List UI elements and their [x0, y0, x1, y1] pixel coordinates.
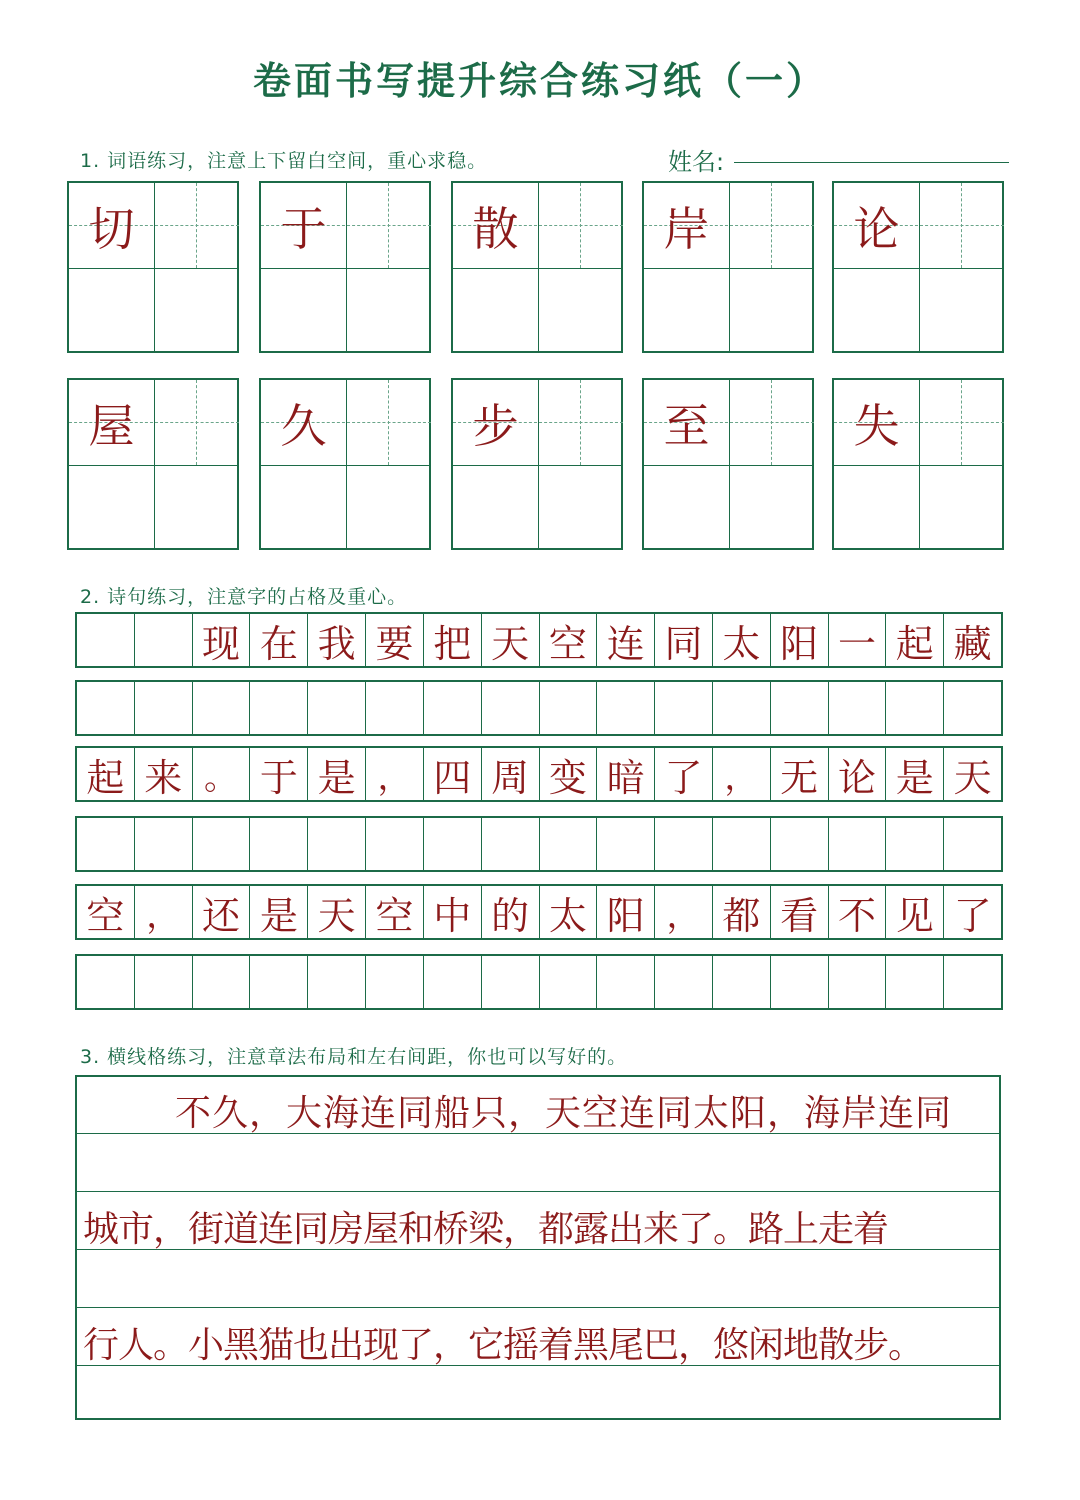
grid-cell: 太 — [713, 614, 771, 666]
grid-cell[interactable] — [424, 956, 482, 1008]
grid-cell[interactable] — [540, 682, 598, 734]
grid-cell: 阳 — [771, 614, 829, 666]
grid-cell[interactable] — [193, 956, 251, 1008]
grid-cell: 是 — [250, 886, 308, 938]
grid-cell[interactable] — [424, 682, 482, 734]
tianzige-box[interactable] — [259, 378, 431, 550]
grid-cell: 还 — [193, 886, 251, 938]
grid-cell: 。 — [193, 748, 251, 800]
grid-cell: 空 — [540, 614, 598, 666]
grid-cell[interactable] — [250, 818, 308, 870]
grid-cell[interactable] — [366, 956, 424, 1008]
grid-cell[interactable] — [366, 818, 424, 870]
model-character: 切 — [88, 201, 135, 256]
grid-cell: ， — [713, 748, 771, 800]
model-character: 步 — [472, 398, 519, 453]
poem-model-row — [75, 746, 1003, 802]
grid-cell: 藏 — [953, 621, 992, 666]
grid-cell: 四 — [424, 748, 482, 800]
grid-cell[interactable] — [829, 682, 887, 734]
grid-cell: 了 — [655, 748, 713, 800]
grid-cell — [77, 614, 135, 666]
model-text-line-3: 行人。小黑猫也出现了，它摇着黑尾巴，悠闲地散步。 — [83, 1325, 924, 1366]
section1-label: 1. 词语练习，注意上下留白空间，重心求稳。 — [80, 150, 488, 172]
grid-cell: 一 — [829, 614, 887, 666]
grid-cell[interactable] — [944, 956, 1001, 1008]
grid-cell: 的 — [482, 886, 540, 938]
model-character: 岸 — [663, 201, 710, 256]
writing-rule — [77, 1191, 999, 1192]
grid-cell[interactable] — [829, 818, 887, 870]
model-character: 至 — [663, 398, 710, 453]
poem-model-row — [75, 884, 1003, 940]
grid-cell: 暗 — [597, 748, 655, 800]
grid-cell[interactable] — [944, 682, 1001, 734]
tianzige-box[interactable] — [451, 181, 623, 353]
grid-cell: 论 — [829, 748, 887, 800]
tianzige-box[interactable] — [642, 378, 814, 550]
name-input-line[interactable] — [734, 162, 1009, 163]
lined-writing-area — [75, 1075, 1001, 1420]
poem-model-row — [75, 612, 1003, 668]
grid-cell[interactable] — [482, 956, 540, 1008]
grid-cell: 同 — [655, 614, 713, 666]
grid-cell[interactable] — [308, 956, 366, 1008]
tianzige-box[interactable] — [832, 181, 1004, 353]
grid-cell: 把 — [424, 614, 482, 666]
grid-cell[interactable] — [597, 682, 655, 734]
model-text-line-2: 城市，街道连同房屋和桥梁，都露出来了。路上走着 — [83, 1209, 889, 1250]
model-character: 散 — [472, 201, 519, 256]
grid-cell: 空 — [366, 886, 424, 938]
grid-cell[interactable] — [655, 956, 713, 1008]
grid-cell: 起 — [886, 614, 944, 666]
grid-cell: 现 — [193, 614, 251, 666]
grid-cell[interactable] — [713, 956, 771, 1008]
grid-cell: 连 — [597, 614, 655, 666]
model-character: 久 — [280, 398, 327, 453]
grid-cell: 变 — [540, 748, 598, 800]
grid-cell: 我 — [308, 614, 366, 666]
grid-cell[interactable] — [77, 682, 135, 734]
grid-cell[interactable] — [250, 956, 308, 1008]
grid-cell: 空 — [77, 886, 135, 938]
writing-rule — [77, 1307, 999, 1308]
grid-cell: 阳 — [597, 886, 655, 938]
grid-cell[interactable] — [77, 956, 135, 1008]
grid-cell: ， — [135, 886, 193, 938]
grid-cell: 天 — [953, 755, 992, 800]
grid-cell[interactable] — [886, 682, 944, 734]
grid-cell[interactable] — [135, 818, 193, 870]
grid-cell[interactable] — [771, 682, 829, 734]
grid-cell — [135, 614, 193, 666]
grid-cell: ， — [366, 748, 424, 800]
grid-cell: 了 — [953, 893, 992, 938]
grid-cell[interactable] — [424, 818, 482, 870]
grid-cell[interactable] — [193, 818, 251, 870]
grid-cell: 于 — [250, 748, 308, 800]
name-label: 姓名: — [668, 148, 725, 176]
grid-cell: 看 — [771, 886, 829, 938]
grid-cell: 要 — [366, 614, 424, 666]
grid-cell: 不 — [829, 886, 887, 938]
model-character: 屋 — [88, 398, 135, 453]
grid-cell[interactable] — [829, 956, 887, 1008]
model-character: 论 — [853, 201, 900, 256]
grid-cell[interactable] — [135, 956, 193, 1008]
grid-cell[interactable] — [482, 682, 540, 734]
tianzige-box[interactable] — [832, 378, 1004, 550]
grid-cell: 是 — [308, 748, 366, 800]
poem-practice-row — [75, 954, 1003, 1010]
grid-cell[interactable] — [366, 682, 424, 734]
grid-cell: 周 — [482, 748, 540, 800]
page-title: 卷面书写提升综合练习纸（一） — [252, 58, 827, 103]
grid-cell: 来 — [135, 748, 193, 800]
tianzige-box[interactable] — [259, 181, 431, 353]
grid-cell: 见 — [886, 886, 944, 938]
grid-cell[interactable] — [713, 818, 771, 870]
grid-cell[interactable] — [540, 818, 598, 870]
model-text-line-1: 不久，大海连同船只，天空连同太阳，海岸连同 — [175, 1093, 953, 1134]
grid-cell[interactable] — [771, 818, 829, 870]
model-character: 失 — [853, 398, 900, 453]
model-character: 于 — [280, 201, 327, 256]
tianzige-box[interactable] — [67, 181, 239, 353]
grid-cell[interactable] — [482, 818, 540, 870]
grid-cell: 天 — [482, 614, 540, 666]
grid-cell[interactable] — [655, 818, 713, 870]
grid-cell[interactable] — [597, 956, 655, 1008]
grid-cell[interactable] — [597, 818, 655, 870]
grid-cell[interactable] — [308, 818, 366, 870]
grid-cell[interactable] — [886, 956, 944, 1008]
grid-cell[interactable] — [886, 818, 944, 870]
grid-cell: 天 — [308, 886, 366, 938]
grid-cell: 都 — [713, 886, 771, 938]
grid-cell: 中 — [424, 886, 482, 938]
grid-cell[interactable] — [655, 682, 713, 734]
grid-cell[interactable] — [713, 682, 771, 734]
grid-cell[interactable] — [540, 956, 598, 1008]
tianzige-box[interactable] — [67, 378, 239, 550]
grid-cell[interactable] — [250, 682, 308, 734]
grid-cell[interactable] — [135, 682, 193, 734]
section3-label: 3. 横线格练习，注意章法布局和左右间距，你也可以写好的。 — [80, 1046, 628, 1068]
grid-cell[interactable] — [771, 956, 829, 1008]
tianzige-box[interactable] — [451, 378, 623, 550]
grid-cell: 太 — [540, 886, 598, 938]
section2-label: 2. 诗句练习，注意字的占格及重心。 — [80, 586, 408, 608]
grid-cell: 无 — [771, 748, 829, 800]
poem-practice-row — [75, 816, 1003, 872]
grid-cell[interactable] — [77, 818, 135, 870]
tianzige-box[interactable] — [642, 181, 814, 353]
grid-cell[interactable] — [308, 682, 366, 734]
grid-cell: 是 — [886, 748, 944, 800]
poem-practice-row — [75, 680, 1003, 736]
grid-cell: 在 — [250, 614, 308, 666]
grid-cell[interactable] — [193, 682, 251, 734]
grid-cell[interactable] — [944, 818, 1001, 870]
grid-cell: ， — [655, 886, 713, 938]
grid-cell: 起 — [77, 748, 135, 800]
